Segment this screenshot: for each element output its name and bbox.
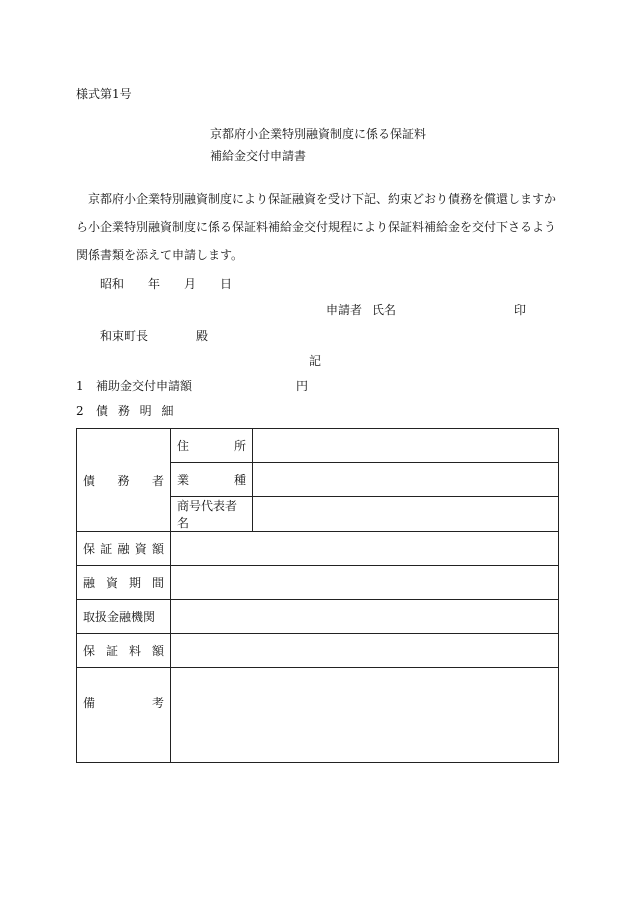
bank-value-cell[interactable] — [171, 600, 559, 634]
item2-number: 2 — [76, 404, 84, 418]
form-number: 様式第1号 — [76, 87, 132, 101]
body-line-2: ら小企業特別融資制度に係る保証料補給金交付規程により保証料補給金を交付下さるよう — [76, 220, 557, 234]
loan-period-value-cell[interactable] — [171, 566, 559, 600]
remarks-label-cell — [77, 668, 171, 763]
seal-mark: 印 — [514, 303, 527, 317]
debtor-label: 債 務 者 — [83, 473, 164, 488]
date-day: 日 — [220, 277, 233, 291]
body-line-1: 京都府小企業特別融資制度により保証融資を受け下記、約束どおり債務を償還しますか — [88, 192, 557, 206]
trade-name-label-cell — [171, 497, 253, 532]
business-label: 業 種 — [177, 473, 246, 487]
item1-number: 1 — [76, 379, 84, 393]
guarantee-loan-label: 保 証 融 資 額 — [83, 542, 164, 556]
trade-name-value-cell[interactable] — [253, 497, 559, 532]
remarks-value-cell[interactable] — [171, 668, 559, 763]
address-label-cell — [171, 429, 253, 463]
item2-label: 債 務 明 細 — [96, 404, 174, 418]
loan-period-label: 融 資 期 間 — [83, 576, 164, 590]
remarks-label: 備 考 — [83, 696, 164, 710]
guarantee-loan-label-cell — [77, 532, 171, 566]
applicant-label: 申請者 — [326, 303, 363, 317]
business-label-cell — [171, 463, 253, 497]
guarantee-fee-label-cell — [77, 634, 171, 668]
date-year: 年 — [148, 277, 161, 291]
loan-period-label-cell — [77, 566, 171, 600]
debtor-label-cell — [77, 429, 171, 532]
ki-heading: 記 — [309, 354, 322, 368]
address-label: 住 所 — [177, 439, 246, 453]
address-value-cell[interactable] — [253, 429, 559, 463]
item1-label: 補助金交付申請額 — [96, 379, 193, 393]
body-line-3: 関係書類を添えて申請します。 — [76, 248, 244, 262]
application-body — [76, 185, 558, 269]
trade-name-label: 商号代表者名 — [177, 499, 238, 530]
item1-unit: 円 — [296, 379, 309, 393]
business-value-cell[interactable] — [253, 463, 559, 497]
addressee-name: 和束町長 — [100, 329, 149, 343]
applicant-name-label: 氏名 — [372, 303, 397, 317]
date-month: 月 — [184, 277, 197, 291]
bank-label: 取扱金融機関 — [83, 610, 156, 624]
date-era: 昭和 — [100, 277, 125, 291]
guarantee-fee-value-cell[interactable] — [171, 634, 559, 668]
form-title-line1: 京都府小企業特別融資制度に係る保証料 — [210, 127, 427, 141]
form-title-line2: 補給金交付申請書 — [210, 149, 307, 163]
guarantee-loan-value-cell[interactable] — [171, 532, 559, 566]
debt-details-table — [76, 428, 559, 763]
bank-label-cell — [77, 600, 171, 634]
guarantee-fee-label: 保 証 料 額 — [83, 644, 164, 658]
addressee-honorific: 殿 — [196, 329, 209, 343]
